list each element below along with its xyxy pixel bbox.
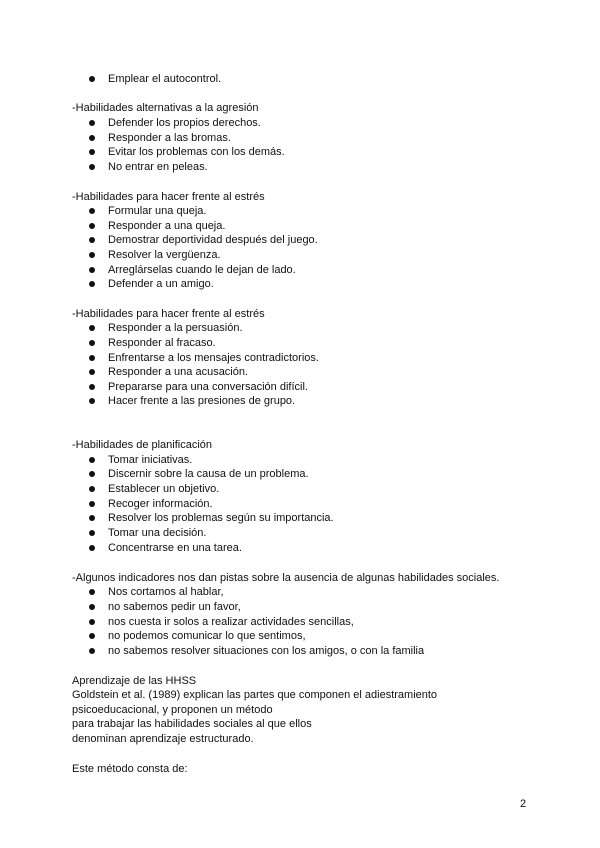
list-item: Demostrar deportividad después del juego.	[108, 234, 318, 246]
bullet-icon	[89, 530, 95, 536]
bullet-icon	[89, 340, 95, 346]
paragraph-line: psicoeducacional, y proponen un método	[72, 704, 273, 716]
bullet-icon	[89, 120, 95, 126]
bullet-icon	[89, 501, 95, 507]
list-item: no sabemos pedir un favor,	[108, 601, 241, 613]
section-heading: -Habilidades alternativas a la agresión	[72, 102, 259, 114]
section-heading: -Habilidades para hacer frente al estrés	[72, 308, 265, 320]
list-item: Discernir sobre la causa de un problema.	[108, 468, 309, 480]
list-item: Tomar iniciativas.	[108, 454, 193, 466]
bullet-icon	[89, 149, 95, 155]
paragraph-line: Goldstein et al. (1989) explican las partes que componen el adiestramiento	[72, 689, 438, 701]
learning-title: Aprendizaje de las HHSS	[72, 675, 197, 687]
bullet-icon	[89, 398, 95, 404]
list-item: nos cuesta ir solos a realizar actividades sencillas,	[108, 616, 354, 628]
bullet-icon	[89, 604, 95, 610]
bullet-icon	[89, 619, 95, 625]
bullet-icon	[89, 486, 95, 492]
bullet-icon	[89, 135, 95, 141]
bullet-icon	[89, 208, 95, 214]
list-item: Responder al fracaso.	[108, 337, 216, 349]
bullet-icon	[89, 589, 95, 595]
list-item: Responder a la persuasión.	[108, 322, 243, 334]
bullet-icon	[89, 164, 95, 170]
list-item: no sabemos resolver situaciones con los amigos, o con la familia	[108, 645, 425, 657]
bullet-icon	[89, 457, 95, 463]
list-item: Responder a una queja.	[108, 220, 226, 232]
section-heading: -Habilidades de planificación	[72, 439, 213, 451]
list-item: Evitar los problemas con los demás.	[108, 146, 285, 158]
list-item: Enfrentarse a los mensajes contradictorios.	[108, 352, 319, 364]
list-item: Defender los propios derechos.	[108, 117, 261, 129]
bullet-icon	[89, 384, 95, 390]
list-item: Responder a las bromas.	[108, 132, 231, 144]
paragraph-line: para trabajar las habilidades sociales al que ellos	[72, 718, 312, 730]
list-item: Concentrarse en una tarea.	[108, 542, 242, 554]
list-item: Prepararse para una conversación difícil.	[108, 381, 308, 393]
list-item: Hacer frente a las presiones de grupo.	[108, 395, 296, 407]
section-heading: -Habilidades para hacer frente al estrés	[72, 191, 265, 203]
bullet-icon	[89, 355, 95, 361]
bullet-icon	[89, 471, 95, 477]
list-item: Emplear el autocontrol.	[108, 73, 222, 85]
bullet-icon	[89, 369, 95, 375]
bullet-icon	[89, 223, 95, 229]
section-heading: -Algunos indicadores nos dan pistas sobre la ausencia de algunas habilidades sociales.	[72, 572, 500, 584]
list-item: Establecer un objetivo.	[108, 483, 220, 495]
bullet-icon	[89, 648, 95, 654]
bullet-icon	[89, 633, 95, 639]
list-item: Arreglárselas cuando le dejan de lado.	[108, 264, 296, 276]
list-item: Tomar una decisión.	[108, 527, 207, 539]
list-item: Resolver los problemas según su importancia.	[108, 512, 334, 524]
bullet-icon	[89, 281, 95, 287]
list-item: Responder a una acusación.	[108, 366, 249, 378]
page-number: 2	[520, 798, 527, 810]
list-item: Recoger información.	[108, 498, 213, 510]
bullet-icon	[89, 252, 95, 258]
list-item: Defender a un amigo.	[108, 278, 214, 290]
bullet-icon	[89, 237, 95, 243]
bullet-icon	[89, 76, 95, 82]
method-intro: Este método consta de:	[72, 763, 188, 775]
list-item: Formular una queja.	[108, 205, 207, 217]
bullet-icon	[89, 267, 95, 273]
list-item: no podemos comunicar lo que sentimos,	[108, 630, 306, 642]
bullet-icon	[89, 545, 95, 551]
bullet-icon	[89, 515, 95, 521]
paragraph-line: denominan aprendizaje estructurado.	[72, 733, 254, 745]
list-item: No entrar en peleas.	[108, 161, 208, 173]
list-item: Nos cortamos al hablar,	[108, 586, 224, 598]
list-item: Resolver la vergüenza.	[108, 249, 221, 261]
bullet-icon	[89, 325, 95, 331]
